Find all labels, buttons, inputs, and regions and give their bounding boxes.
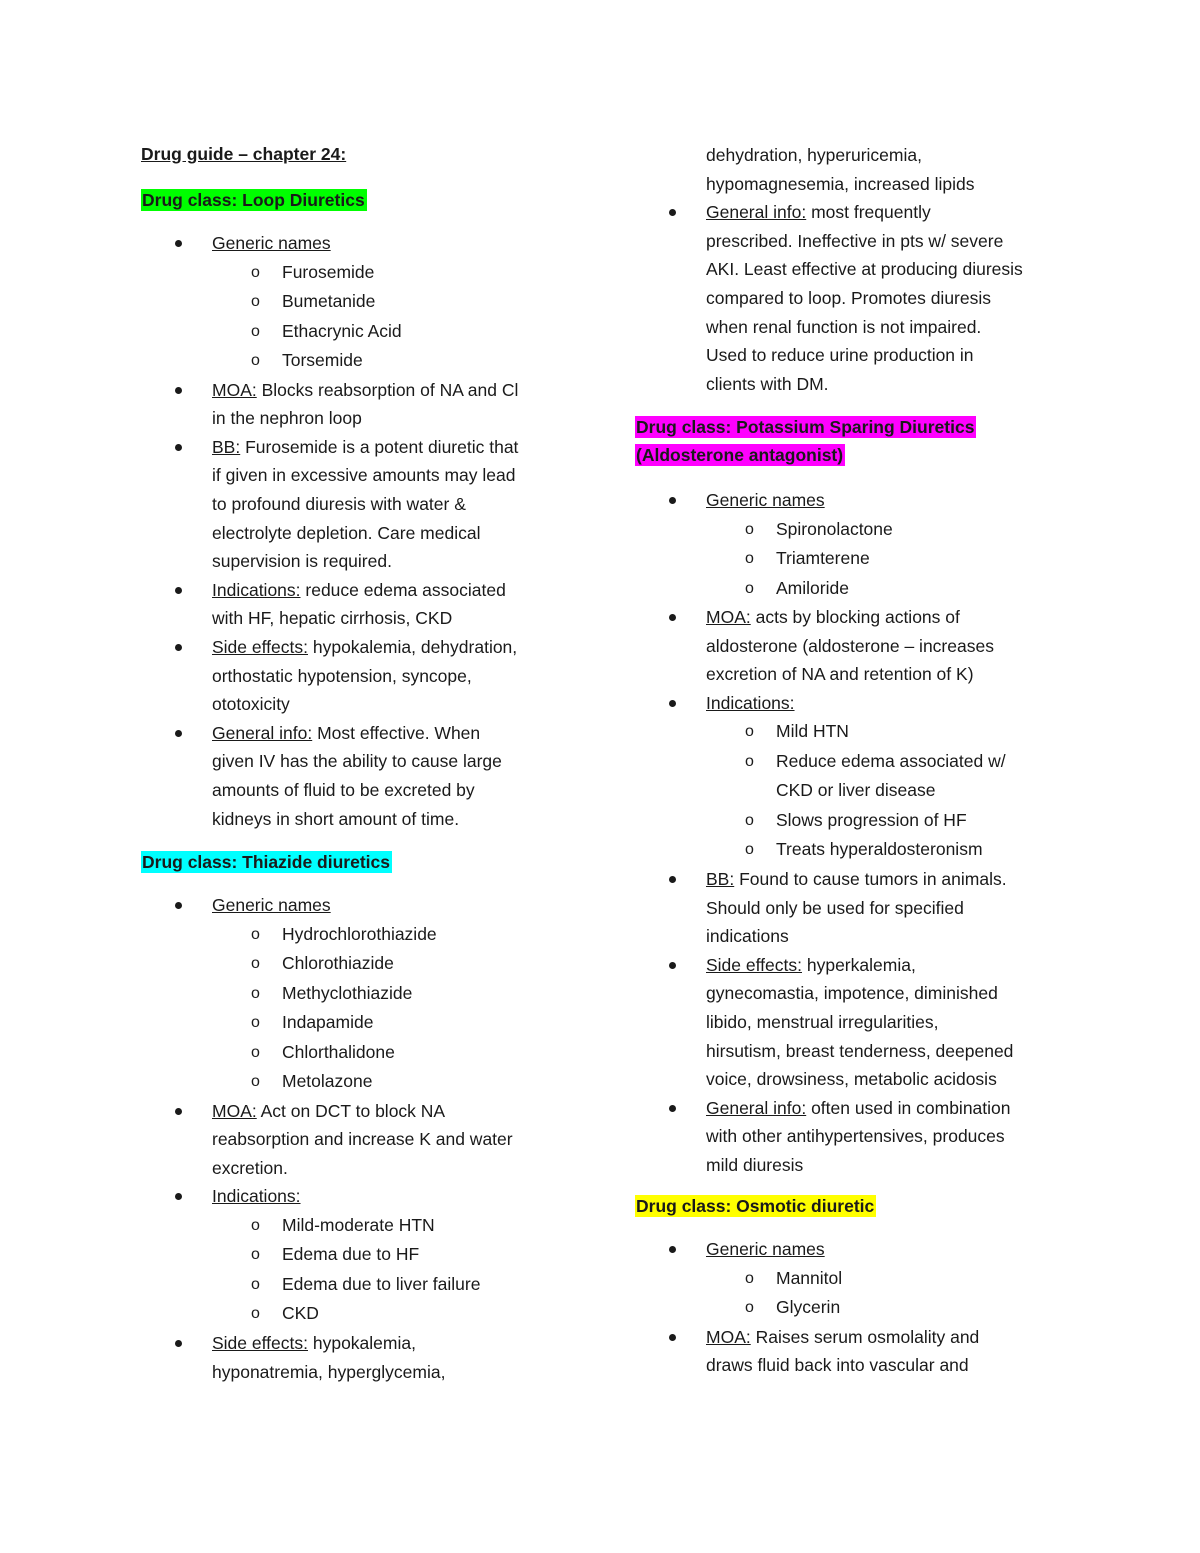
potassium-general-info: General info: often used in combination with other antihypertensives, produces mild diuresis xyxy=(635,1094,1085,1180)
osmotic-generic-names: Generic names xyxy=(635,1235,1085,1264)
thiazide-generic-item: o Indapamide xyxy=(141,1008,581,1038)
circle-bullet-icon: o xyxy=(251,1305,260,1323)
potassium-generic-names: Generic names xyxy=(635,486,1085,515)
heading-potassium-sparing: Drug class: Potassium Sparing Diuretics xyxy=(636,417,975,437)
circle-bullet-icon: o xyxy=(251,322,260,340)
thiazide-generic-names: Generic names xyxy=(141,891,581,920)
circle-bullet-icon: o xyxy=(251,1246,260,1264)
thiazide-continued xyxy=(635,141,1085,398)
circle-bullet-icon: o xyxy=(251,955,260,973)
bullet-icon xyxy=(175,1108,182,1115)
potassium-generic-item: o Amiloride xyxy=(635,574,1085,604)
thiazide-generic-item: o Hydrochlorothiazide xyxy=(141,920,581,950)
loop-section xyxy=(141,229,581,833)
potassium-bb: BB: Found to cause tumors in animals. Should only be used for specified indications xyxy=(635,865,1085,951)
bullet-icon xyxy=(175,644,182,651)
thiazide-generic-item: o Chlorothiazide xyxy=(141,949,581,979)
potassium-section xyxy=(635,486,1085,1180)
loop-generic-item: o Furosemide xyxy=(141,258,581,288)
bullet-icon xyxy=(669,209,676,216)
circle-bullet-icon: o xyxy=(745,841,754,859)
heading-loop-diuretics: Drug class: Loop Diuretics xyxy=(142,190,365,210)
osmotic-moa: MOA: Raises serum osmolality and draws fluid back into vascular and xyxy=(635,1323,1085,1380)
heading-osmotic-diuretic: Drug class: Osmotic diuretic xyxy=(636,1196,875,1216)
bullet-icon xyxy=(175,902,182,909)
potassium-generic-item: o Triamterene xyxy=(635,544,1085,574)
thiazide-generic-item: o Metolazone xyxy=(141,1067,581,1097)
potassium-indications: Indications: xyxy=(635,689,1085,718)
circle-bullet-icon: o xyxy=(745,1299,754,1317)
bullet-icon xyxy=(175,1340,182,1347)
bullet-icon xyxy=(175,587,182,594)
loop-generic-item: o Torsemide xyxy=(141,346,581,376)
circle-bullet-icon: o xyxy=(251,1043,260,1061)
heading-thiazide-diuretics: Drug class: Thiazide diuretics xyxy=(142,852,390,872)
potassium-side-effects: Side effects: hyperkalemia, gynecomastia, impotence, diminished libido, menstrual irregularities, hirsutism, breast tenderness, deepened voice, drowsiness, metabolic acidosis xyxy=(635,951,1085,1094)
circle-bullet-icon: o xyxy=(251,1073,260,1091)
bullet-icon xyxy=(175,730,182,737)
thiazide-moa: MOA: Act on DCT to block NA reabsorption and increase K and water excretion. xyxy=(141,1097,581,1183)
loop-generic-item: o Bumetanide xyxy=(141,287,581,317)
loop-general-info: General info: Most effective. When given IV has the ability to cause large amounts of fluid to be excreted by kidneys in short amount of time. xyxy=(141,719,581,833)
bullet-icon xyxy=(669,497,676,504)
thiazide-section xyxy=(141,891,581,1386)
document-title: Drug guide – chapter 24: xyxy=(141,144,347,164)
circle-bullet-icon: o xyxy=(745,723,754,741)
bullet-icon xyxy=(669,962,676,969)
loop-bb: BB: Furosemide is a potent diuretic that if given in excessive amounts may lead to profound diuresis with water & electrolyte depletion. Care medical supervision is required. xyxy=(141,433,581,576)
potassium-indication-item: o Slows progression of HF xyxy=(635,806,1085,836)
thiazide-generic-item: o Chlorthalidone xyxy=(141,1038,581,1068)
circle-bullet-icon: o xyxy=(251,1275,260,1293)
circle-bullet-icon: o xyxy=(745,550,754,568)
thiazide-indication-item: o Edema due to liver failure xyxy=(141,1270,581,1300)
bullet-icon xyxy=(669,1334,676,1341)
circle-bullet-icon: o xyxy=(251,984,260,1002)
circle-bullet-icon: o xyxy=(745,811,754,829)
loop-side-effects: Side effects: hypokalemia, dehydration, orthostatic hypotension, syncope, ototoxicity xyxy=(141,633,581,719)
thiazide-side-effects-cont: dehydration, hyperuricemia, hypomagnesemia, increased lipids xyxy=(706,145,975,194)
potassium-moa: MOA: acts by blocking actions of aldosterone (aldosterone – increases excretion of NA and retention of K) xyxy=(635,603,1085,689)
circle-bullet-icon: o xyxy=(251,352,260,370)
bullet-icon xyxy=(669,700,676,707)
loop-generic-item: o Ethacrynic Acid xyxy=(141,317,581,347)
potassium-indication-item: o Reduce edema associated w/ CKD or liver disease xyxy=(635,747,1085,806)
loop-moa: MOA: Blocks reabsorption of NA and Cl in the nephron loop xyxy=(141,376,581,433)
osmotic-section xyxy=(635,1235,1085,1380)
potassium-generic-item: o Spironolactone xyxy=(635,515,1085,545)
circle-bullet-icon: o xyxy=(251,1014,260,1032)
circle-bullet-icon: o xyxy=(251,263,260,281)
circle-bullet-icon: o xyxy=(745,520,754,538)
circle-bullet-icon: o xyxy=(745,579,754,597)
bullet-icon xyxy=(669,876,676,883)
circle-bullet-icon: o xyxy=(251,1216,260,1234)
thiazide-indication-item: o Mild-moderate HTN xyxy=(141,1211,581,1241)
potassium-indication-item: o Treats hyperaldosteronism xyxy=(635,835,1085,865)
thiazide-side-effects: Side effects: hypokalemia, hyponatremia, hyperglycemia, xyxy=(141,1329,581,1386)
bullet-icon xyxy=(175,240,182,247)
thiazide-indications: Indications: xyxy=(141,1182,581,1211)
thiazide-indication-item: o CKD xyxy=(141,1299,581,1329)
bullet-icon xyxy=(175,444,182,451)
potassium-indication-item: o Mild HTN xyxy=(635,717,1085,747)
bullet-icon xyxy=(175,387,182,394)
heading-aldosterone-antagonist: (Aldosterone antagonist) xyxy=(636,445,844,465)
thiazide-indication-item: o Edema due to HF xyxy=(141,1240,581,1270)
osmotic-generic-item: o Mannitol xyxy=(635,1264,1085,1294)
thiazide-general-info: General info: most frequently prescribed. Ineffective in pts w/ severe AKI. Least effective at producing diuresis compared to loop. Promotes diuresis when renal function is not impaired. Used to reduce urine production in clients with DM. xyxy=(635,198,1085,398)
bullet-icon xyxy=(669,1246,676,1253)
loop-generic-names: Generic names xyxy=(141,229,581,258)
circle-bullet-icon: o xyxy=(745,752,754,770)
thiazide-generic-item: o Methyclothiazide xyxy=(141,979,581,1009)
circle-bullet-icon: o xyxy=(251,925,260,943)
bullet-icon xyxy=(175,1193,182,1200)
bullet-icon xyxy=(669,614,676,621)
loop-indications: Indications: reduce edema associated with HF, hepatic cirrhosis, CKD xyxy=(141,576,581,633)
circle-bullet-icon: o xyxy=(745,1269,754,1287)
bullet-icon xyxy=(669,1105,676,1112)
osmotic-generic-item: o Glycerin xyxy=(635,1293,1085,1323)
circle-bullet-icon: o xyxy=(251,293,260,311)
